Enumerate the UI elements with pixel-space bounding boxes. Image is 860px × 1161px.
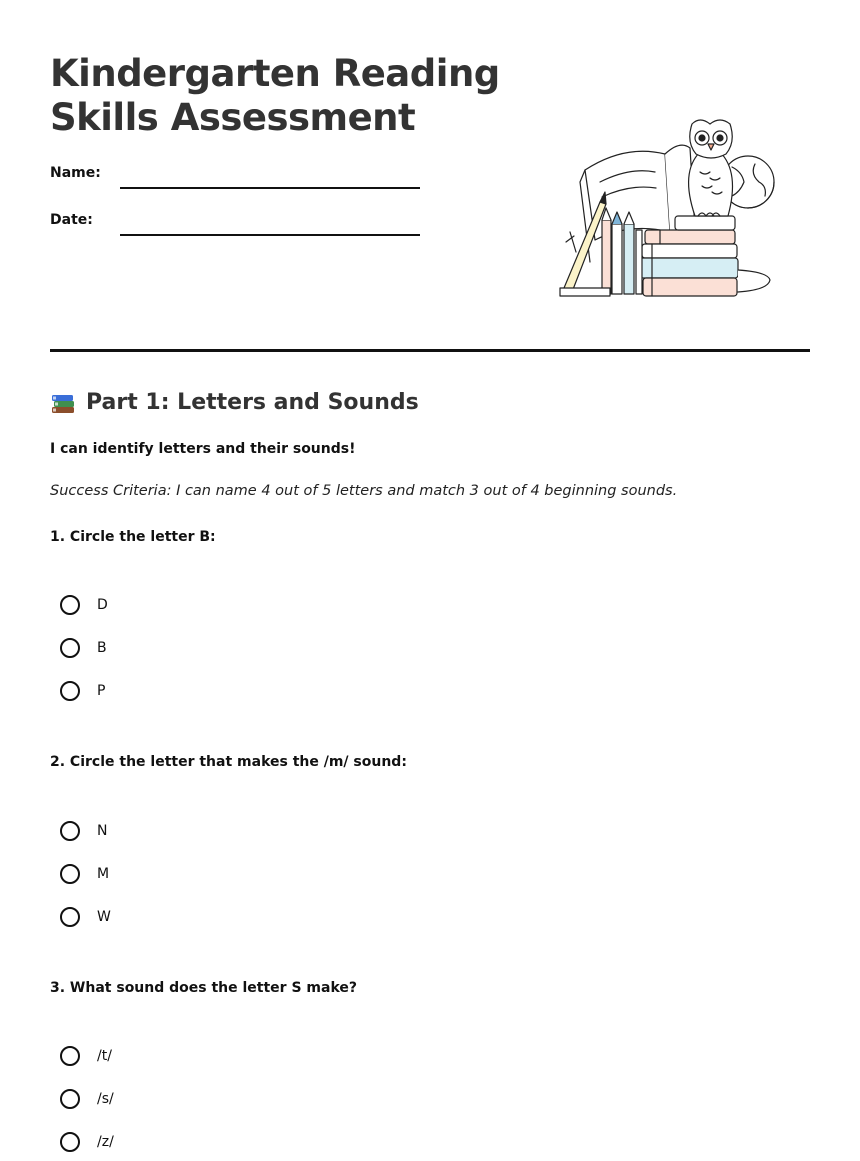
section-title [50, 388, 419, 418]
radio-button[interactable] [60, 864, 80, 884]
option-label: P [97, 683, 106, 699]
question-1: 1. Circle the letter B: [50, 529, 216, 545]
section-divider [50, 349, 810, 352]
radio-button[interactable] [60, 821, 80, 841]
option-label: D [97, 597, 108, 613]
q2-option-1[interactable] [60, 821, 107, 841]
radio-button[interactable] [60, 681, 80, 701]
option-label: W [97, 909, 111, 925]
radio-button[interactable] [60, 1132, 80, 1152]
q3-option-2[interactable] [60, 1089, 114, 1109]
question-3: 3. What sound does the letter S make? [50, 980, 358, 996]
name-field[interactable] [120, 187, 420, 189]
date-field[interactable] [120, 234, 420, 236]
title-line-2: Skills Assessment [50, 96, 416, 139]
success-criteria: Success Criteria: I can name 4 out of 5 letters and match 3 out of 4 beginning sounds. [50, 483, 678, 499]
title-line-1: Kindergarten Reading [50, 52, 500, 95]
radio-button[interactable] [60, 595, 80, 615]
name-label: Name: [50, 165, 101, 181]
radio-button[interactable] [60, 1046, 80, 1066]
question-2: 2. Circle the letter that makes the /m/ sound: [50, 754, 407, 770]
q3-option-1[interactable] [60, 1046, 112, 1066]
page-title [50, 52, 500, 140]
q1-option-3[interactable] [60, 681, 105, 701]
q3-option-3[interactable] [60, 1132, 114, 1152]
date-label: Date: [50, 212, 93, 228]
learning-goal: I can identify letters and their sounds! [50, 441, 356, 457]
option-label: /z/ [97, 1134, 114, 1150]
section-title-text: Part 1: Letters and Sounds [86, 390, 419, 415]
option-label: B [97, 640, 107, 656]
radio-button[interactable] [60, 907, 80, 927]
q1-option-2[interactable] [60, 638, 107, 658]
option-label: /t/ [97, 1048, 112, 1064]
option-label: M [97, 866, 110, 882]
q2-option-3[interactable] [60, 907, 111, 927]
radio-button[interactable] [60, 1089, 80, 1109]
books-icon [50, 390, 76, 416]
owl-books-illustration [550, 112, 780, 302]
q2-option-2[interactable] [60, 864, 109, 884]
q1-option-1[interactable] [60, 595, 108, 615]
radio-button[interactable] [60, 638, 80, 658]
option-label: N [97, 823, 108, 839]
option-label: /s/ [97, 1091, 114, 1107]
